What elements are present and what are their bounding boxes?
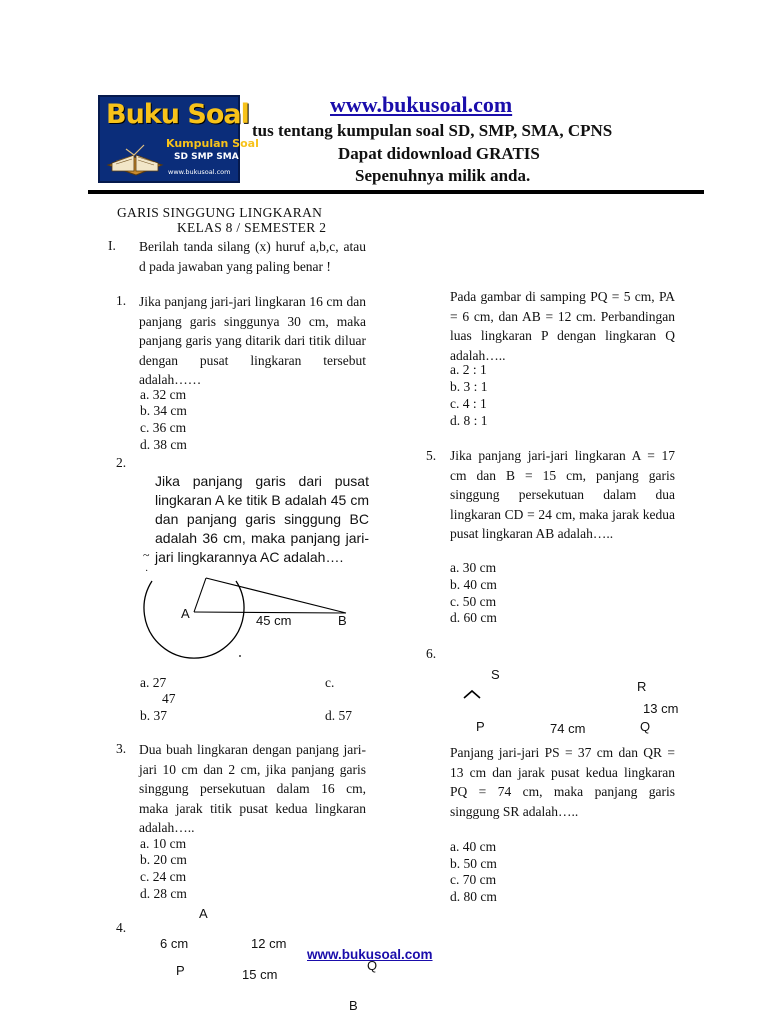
q4-label-6cm: 6 cm [160,936,189,951]
open-book-icon [104,135,166,179]
q5-option-d: d. 60 cm [450,610,497,625]
q4-label-15cm: 15 cm [242,967,278,982]
q5-text: Jika panjang jari-jari lingkaran A = 17 cm dan B = 15 cm, panjang garis singgung persekutuan dalam dua lingkaran CD = 24 cm, maka jarak kedua pusat lingkaran AB adalah….. [450,448,675,541]
q2-circle-figure [140,575,360,665]
q3-text: Dua buah lingkaran dengan panjang jari-jari 10 cm dan 2 cm, jika panjang garis singgung persekutuan dalam 16 cm, maka jarak titik pusat kedua lingkaran adalah….. [139,742,366,835]
logo-url: www.bukusoal.com [168,168,231,176]
q1-option-a: a. 32 cm [140,387,187,402]
q6-label-q: Q [640,719,651,734]
footer-url-link[interactable]: www.bukusoal.com [307,947,433,962]
q6-label-13cm: 13 cm [643,701,679,716]
q4-label-p: P [176,963,185,978]
q6-number: 6. [426,646,437,661]
section-instruction: Berilah tanda silang (x) huruf a,b,c, atau d pada jawaban yang paling benar ! [139,239,366,274]
q6-label-r: R [637,679,647,694]
q2-label-length: 45 cm [256,613,292,628]
q6-caret-mark [462,688,482,700]
section-number: I. [108,238,116,253]
q2-option-a: a. 27 [140,675,167,690]
q4-option-a: a. 2 : 1 [450,362,487,377]
header-line-3: Sepenuhnya milik anda. [355,166,531,185]
q3-option-c: c. 24 cm [140,869,187,884]
q1-text: Jika panjang jari-jari lingkaran 16 cm dan panjang garis singgunya 30 cm, maka panjang garis yang ditarik dari titik diluar dengan pusat lingkaran tersebut adalah…… [139,294,366,387]
logo-subtitle: Kumpulan Soal [166,137,259,150]
q2-text-mark: ~ [143,548,150,562]
q4-option-b: b. 3 : 1 [450,379,488,394]
site-url-link[interactable]: www.bukusoal.com [330,92,513,117]
q6-option-d: d. 80 cm [450,889,497,904]
q6-option-a: a. 40 cm [450,839,497,854]
q4-option-d: d. 8 : 1 [450,413,488,428]
q6-text: Panjang jari-jari PS = 37 cm dan QR = 13 cm dan jarak pusat kedua lingkaran PQ = 74 cm, maka panjang garis singgung SR adalah….. [450,745,675,819]
q2-text: Jika panjang garis dari pusat lingkaran A ke titik B adalah 45 cm dan panjang garis singgung BC adalah 36 cm, maka panjang jari-jari lingkarannya AC adalah…. [155,473,369,565]
header-line-1: tus tentang kumpulan soal SD, SMP, SMA, CPNS [252,121,613,140]
q5-option-b: b. 40 cm [450,577,497,592]
q2-option-b: b. 37 [140,708,167,723]
logo-levels: SD SMP SMA [174,152,239,162]
q4-label-a: A [199,906,208,921]
q6-label-p: P [476,719,485,734]
q2-text-mark-2: · [145,566,149,577]
q2-number: 2. [116,455,127,470]
q3-option-a: a. 10 cm [140,836,187,851]
q2-option-d: d. 57 [325,708,352,723]
q6-label-s: S [491,667,500,682]
q4-label-12cm: 12 cm [251,936,287,951]
q4-text: Pada gambar di samping PQ = 5 cm, PA = 6 cm, dan AB = 12 cm. Perbandingan luas lingkaran P dengan lingkaran Q adalah….. [450,289,675,363]
q6-label-74cm: 74 cm [550,721,586,736]
header-line-2: Dapat didownload GRATIS [338,144,540,163]
q1-option-b: b. 34 cm [140,403,187,418]
q5-number: 5. [426,448,437,463]
header-divider [88,190,704,194]
logo-title: Buku Soal [106,99,249,130]
q1-option-c: c. 36 cm [140,420,187,435]
q2-label-a: A [181,606,190,621]
doc-title: GARIS SINGGUNG LINGKARAN [117,205,323,220]
q5-option-c: c. 50 cm [450,594,497,609]
q2-label-b: B [338,613,347,628]
q2-option-c-letter: c. [325,675,335,690]
bukusoal-logo [98,95,259,183]
q4-number: 4. [116,920,127,935]
q4-option-c: c. 4 : 1 [450,396,487,411]
q4-label-q: Q [367,958,378,973]
q2-option-c-value: 47 [162,691,176,706]
q3-option-d: d. 28 cm [140,886,187,901]
doc-subtitle: KELAS 8 / SEMESTER 2 [177,220,327,235]
q5-option-a: a. 30 cm [450,560,497,575]
q6-option-b: b. 50 cm [450,856,497,871]
q3-number: 3. [116,741,127,756]
q1-number: 1. [116,293,127,308]
q1-option-d: d. 38 cm [140,437,187,452]
q3-option-b: b. 20 cm [140,852,187,867]
q4-label-b: B [349,998,358,1013]
q6-option-c: c. 70 cm [450,872,497,887]
